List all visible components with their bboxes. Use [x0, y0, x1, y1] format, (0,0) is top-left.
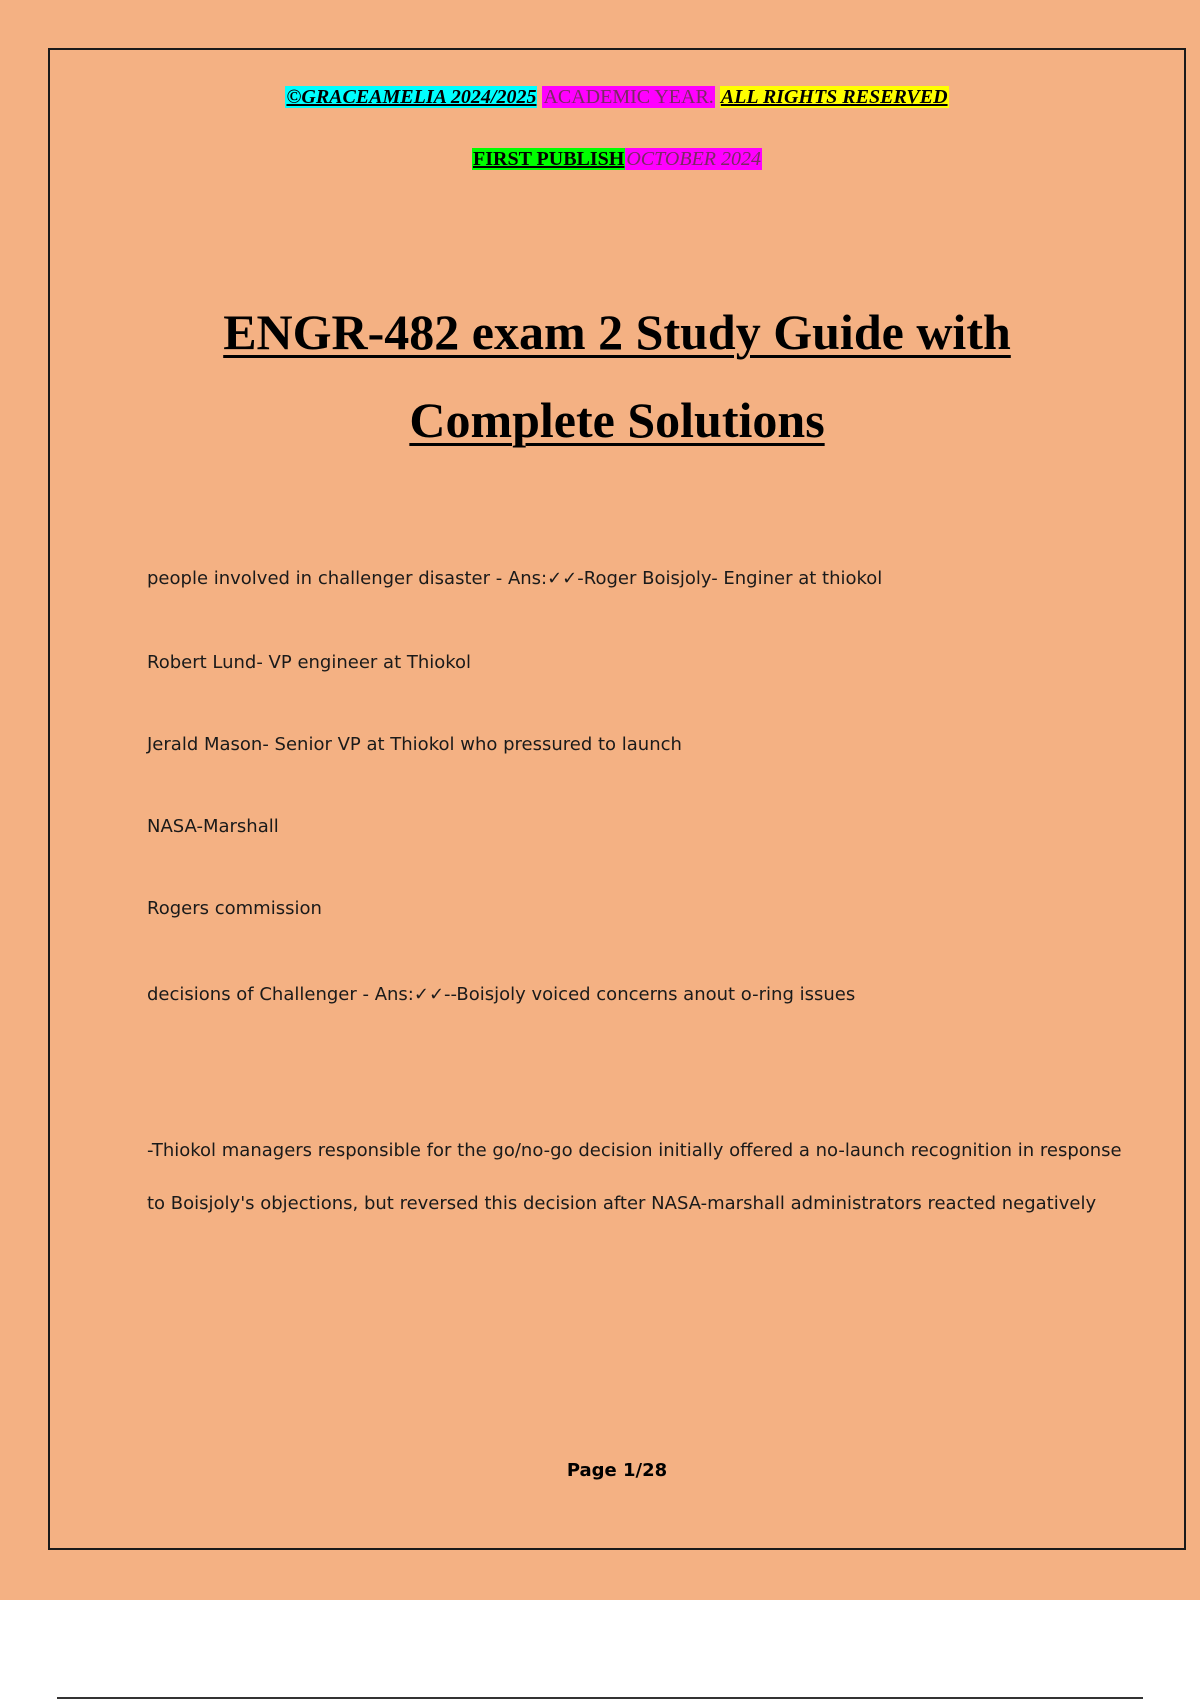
academic-year-text: ACADEMIC YEAR. [543, 86, 714, 108]
rights-reserved-text: ALL RIGHTS RESERVED [720, 86, 948, 108]
first-publish-text: FIRST PUBLISH [473, 148, 625, 170]
header-copyright-line [50, 86, 1184, 109]
answer-jerald-mason: Jerald Mason- Senior VP at Thiokol who pressured to launch [147, 734, 682, 755]
next-page-divider [57, 1697, 1143, 1699]
question-decisions-challenger: decisions of Challenger - Ans:✓✓--Boisjoly voiced concerns anout o-ring issues [147, 984, 856, 1005]
page-frame [48, 48, 1186, 1550]
question-people-involved: people involved in challenger disaster - Ans:✓✓-Roger Boisjoly- Enginer at thiokol [147, 568, 883, 589]
answer-thiokol-managers: -Thiokol managers responsible for the go/no-go decision initially offered a no-launch recognition in response to Boisjoly's objections, but reversed this decision after NASA-marshall administrators reacted negatively [147, 1140, 1122, 1214]
answer-rogers-commission: Rogers commission [147, 898, 322, 919]
title-line-1: ENGR-482 exam 2 Study Guide with [223, 304, 1011, 360]
answer-nasa-marshall: NASA-Marshall [147, 816, 279, 837]
page-number: Page 1/28 [566, 1460, 668, 1481]
answer-robert-lund: Robert Lund- VP engineer at Thiokol [147, 652, 472, 673]
copyright-text: ©GRACEAMELIA 2024/2025 [286, 86, 537, 108]
header-publish-line [50, 148, 1184, 171]
title-line-2: Complete Solutions [409, 392, 825, 448]
document-title [50, 288, 1184, 464]
publish-date-text: OCTOBER 2024 [626, 148, 761, 170]
